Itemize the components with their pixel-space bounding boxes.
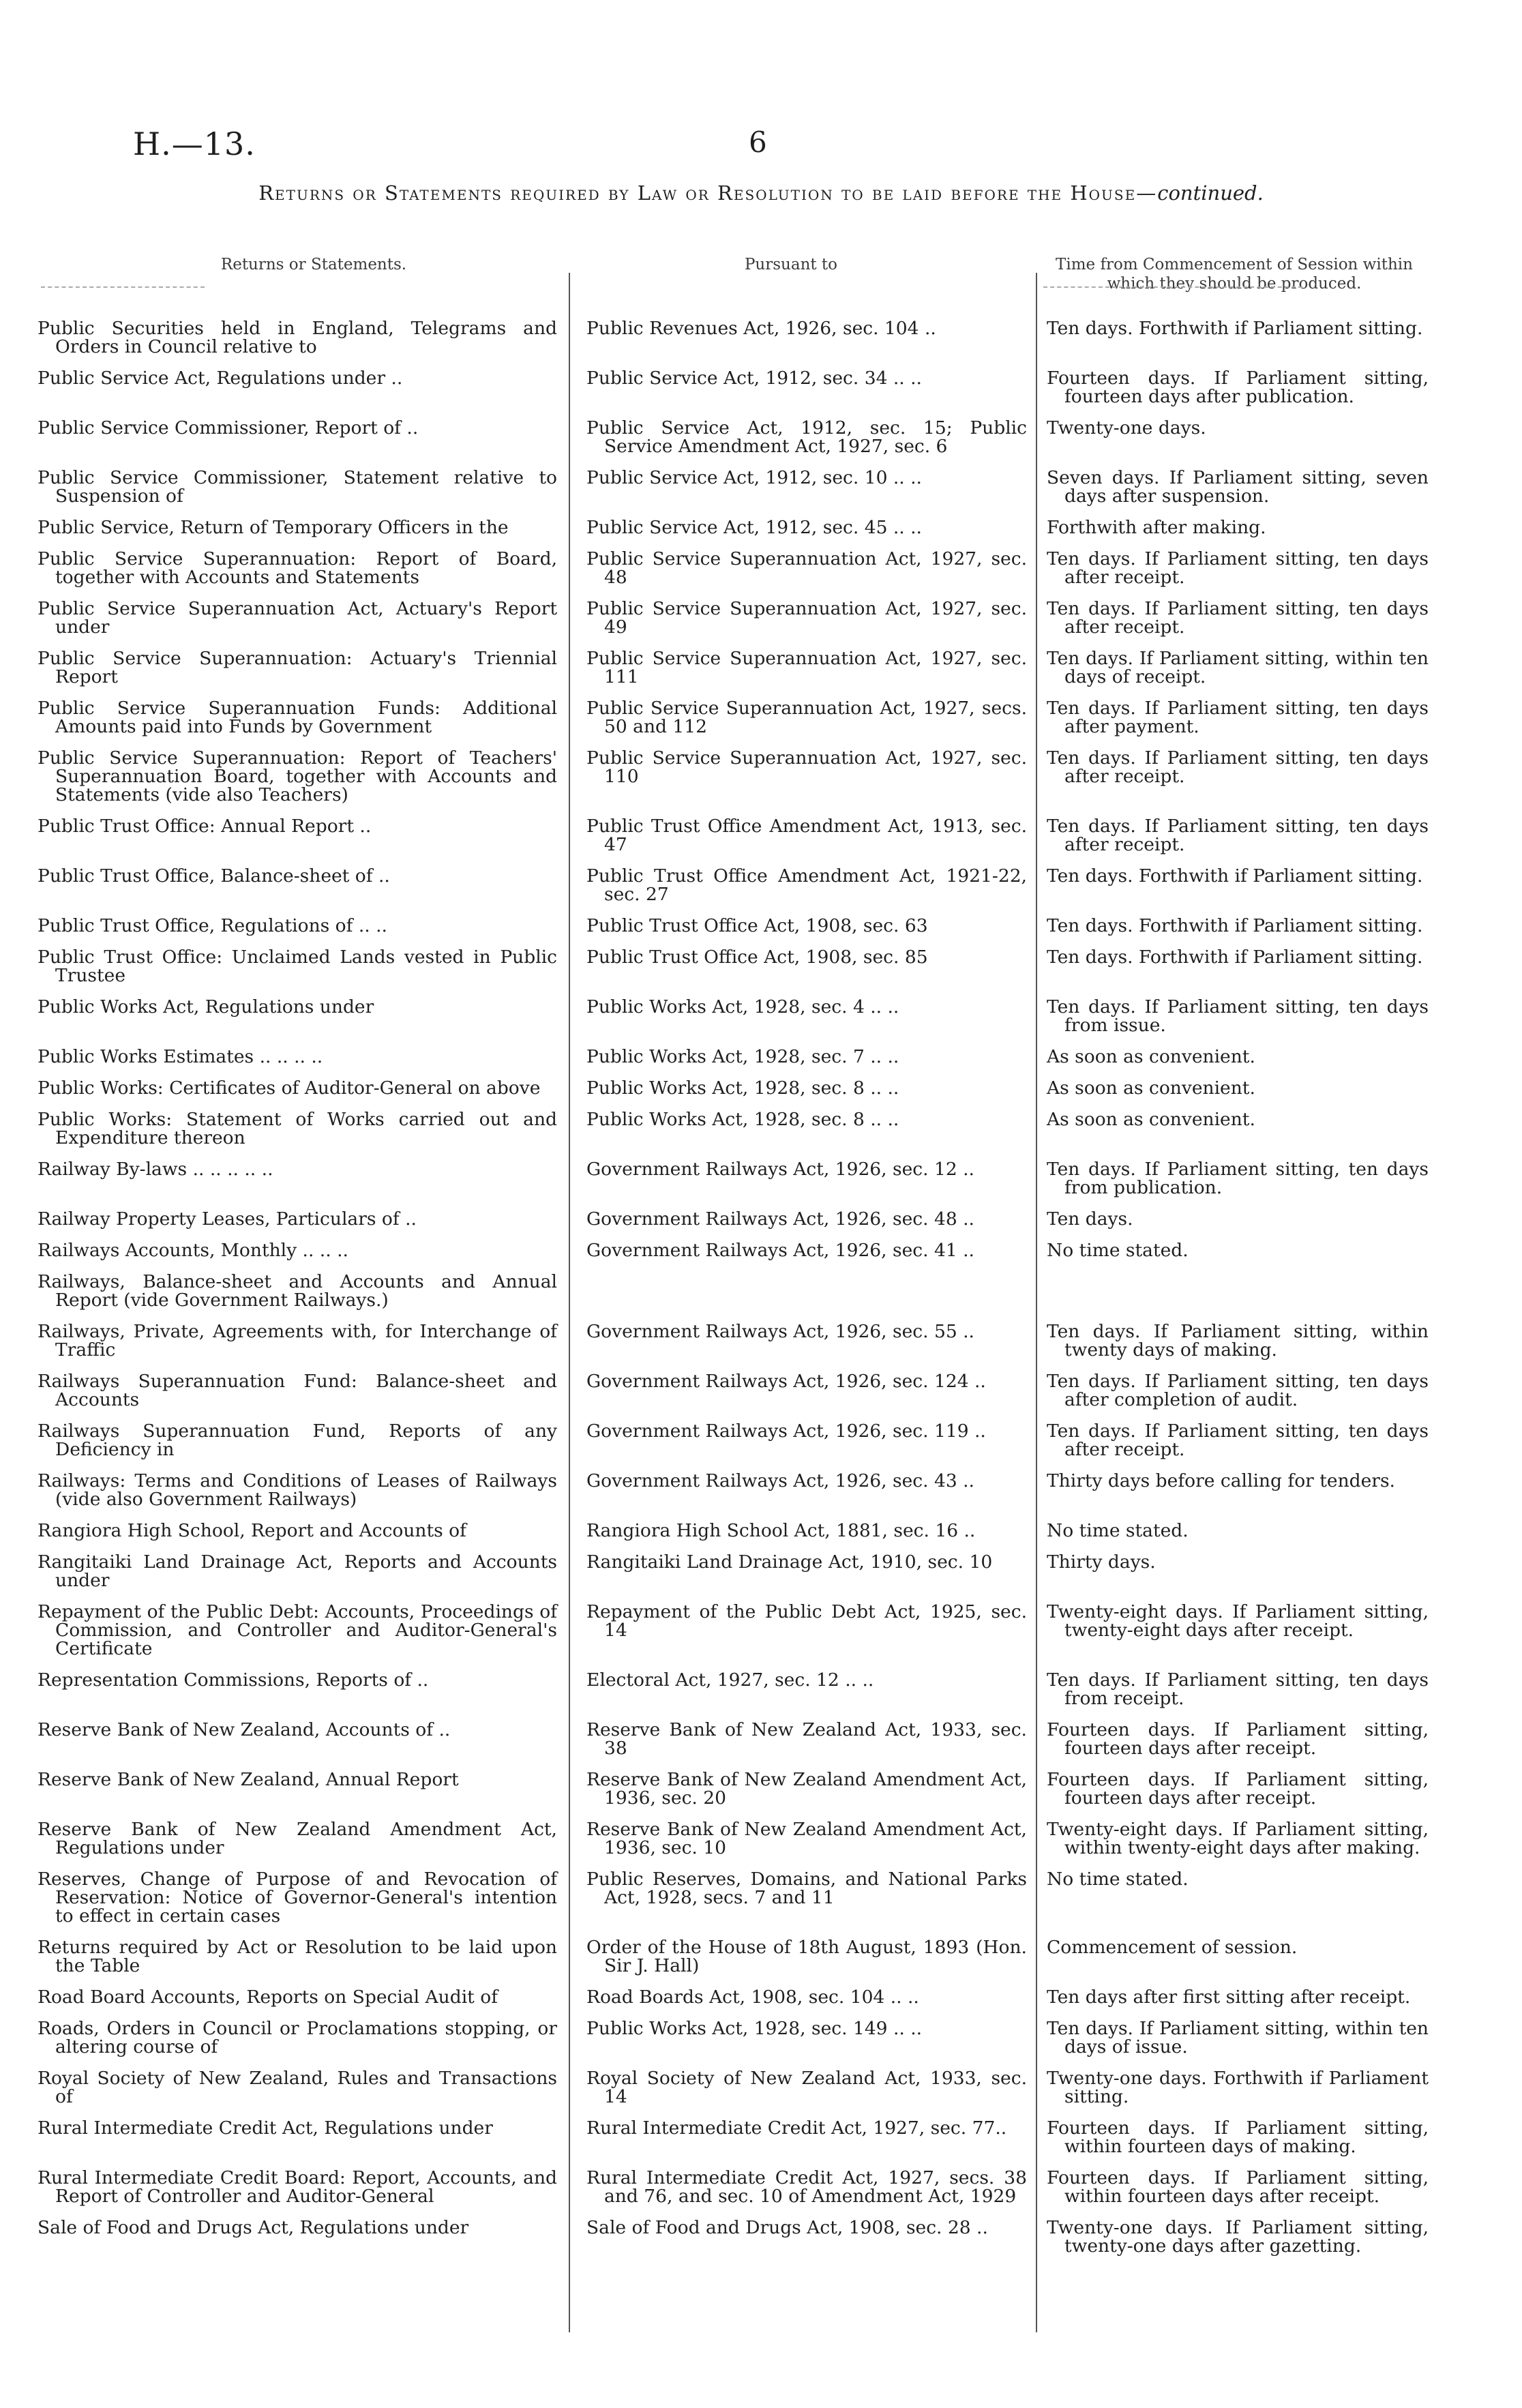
pursuant-cell: Public Service Superannuation Act, 1927, sec. 111 [586, 648, 1027, 687]
time-cell: Fourteen days. If Parliament sitting, fourteen days after receipt. [1047, 1719, 1429, 1759]
table-row [0, 699, 1522, 736]
statement-cell: Representation Commissions, Reports of .. [38, 1669, 429, 1691]
statement-cell: Public Securities held in England, Telegrams and Orders in Council relative to [38, 318, 557, 357]
pursuant-cell: Public Service Act, 1912, sec. 34 .. .. [586, 368, 922, 389]
statement-cell: Rangitaiki Land Drainage Act, Reports and Accounts under [38, 1551, 557, 1591]
time-cell: Seven days. If Parliament sitting, seven days after suspension. [1047, 467, 1429, 507]
statement-cell: Public Service Superannuation Funds: Additional Amounts paid into Funds by Government [38, 698, 557, 737]
time-cell: Thirty days before calling for tenders. [1047, 1470, 1395, 1491]
time-cell: Ten days. If Parliament sitting, within ten days of issue. [1047, 2018, 1429, 2057]
time-cell: Ten days. If Parliament sitting, ten days after completion of audit. [1047, 1371, 1429, 1410]
table-row [0, 419, 1522, 456]
time-cell: Fourteen days. If Parliament sitting, fourteen days after publication. [1047, 368, 1429, 407]
statement-cell: Public Works: Statement of Works carried out and Expenditure thereon [38, 1109, 557, 1148]
pursuant-cell: Electoral Act, 1927, sec. 12 .. .. [586, 1669, 874, 1691]
table-row [0, 1870, 1522, 1925]
time-cell: Ten days. If Parliament sitting, ten days after payment. [1047, 698, 1429, 737]
pursuant-cell: Public Trust Office Act, 1908, sec. 63 [586, 915, 928, 936]
statement-cell: Railways, Balance-sheet and Accounts and Annual Report (vide Government Railways.) [38, 1271, 557, 1311]
pursuant-cell: Government Railways Act, 1926, sec. 48 .. [586, 1208, 974, 1230]
statement-cell: Public Trust Office: Unclaimed Lands vested in Public Trustee [38, 947, 557, 986]
pursuant-cell: Government Railways Act, 1926, sec. 41 .. [586, 1240, 974, 1261]
pursuant-cell: Royal Society of New Zealand Act, 1933, sec. 14 [586, 2068, 1027, 2107]
table-row [0, 1422, 1522, 1459]
table-row [0, 2169, 1522, 2205]
table-row [0, 1372, 1522, 1409]
time-cell: Fourteen days. If Parliament sitting, within fourteen days after receipt. [1047, 2167, 1429, 2207]
time-cell: Twenty-eight days. If Parliament sitting, within twenty-eight days after making. [1047, 1819, 1429, 1858]
table-row [0, 1079, 1522, 1097]
page-number: 6 [749, 125, 767, 159]
pursuant-cell: Rural Intermediate Credit Act, 1927, secs. 38 and 76, and sec. 10 of Amendment Act, 1929 [586, 2167, 1027, 2207]
table-row [0, 1603, 1522, 1658]
pursuant-cell: Public Works Act, 1928, sec. 8 .. .. [586, 1109, 899, 1130]
time-cell: As soon as convenient. [1047, 1046, 1255, 1067]
pursuant-cell: Public Service Act, 1912, sec. 10 .. .. [586, 467, 922, 488]
table-row [0, 518, 1522, 537]
table-row [0, 817, 1522, 854]
statement-cell: Railway By-laws .. .. .. .. .. [38, 1159, 273, 1180]
time-cell: Fourteen days. If Parliament sitting, fourteen days after receipt. [1047, 1769, 1429, 1809]
statement-cell: Reserve Bank of New Zealand, Annual Report [38, 1769, 459, 1790]
pursuant-cell: Public Trust Office Amendment Act, 1921-22, sec. 27 [586, 865, 1027, 905]
table-row [0, 1988, 1522, 2006]
pursuant-cell: Reserve Bank of New Zealand Amendment Act, 1936, sec. 10 [586, 1819, 1027, 1858]
time-cell: No time stated. [1047, 1520, 1189, 1541]
pursuant-cell: Rangitaiki Land Drainage Act, 1910, sec. 10 [586, 1551, 993, 1573]
table-row [0, 1721, 1522, 1757]
statement-cell: Rangiora High School, Report and Accounts of [38, 1520, 466, 1541]
pursuant-cell: Public Works Act, 1928, sec. 4 .. .. [586, 996, 899, 1017]
statement-cell: Reserve Bank of New Zealand, Accounts of .. [38, 1719, 451, 1740]
statement-cell: Railways Superannuation Fund: Balance-sheet and Accounts [38, 1371, 557, 1410]
statement-cell: Public Service Commissioner, Report of .. [38, 417, 419, 439]
time-cell: Twenty-one days. Forthwith if Parliament sitting. [1047, 2068, 1429, 2107]
pursuant-cell: Public Service Superannuation Act, 1927, sec. 110 [586, 747, 1027, 787]
time-cell: Ten days. If Parliament sitting, ten days after receipt. [1047, 816, 1429, 855]
time-cell: Ten days after first sitting after receipt. [1047, 1987, 1411, 2008]
time-cell: Ten days. Forthwith if Parliament sitting. [1047, 318, 1423, 339]
statement-cell: Returns required by Act or Resolution to be laid upon the Table [38, 1937, 557, 1976]
table-row [0, 1241, 1522, 1260]
pursuant-cell: Government Railways Act, 1926, sec. 124 .. [586, 1371, 986, 1392]
statement-cell: Road Board Accounts, Reports on Special Audit of [38, 1987, 498, 2008]
pursuant-cell: Reserve Bank of New Zealand Amendment Act, 1936, sec. 20 [586, 1769, 1027, 1809]
statement-cell: Roads, Orders in Council or Proclamations stopping, or altering course of [38, 2018, 557, 2057]
table-row [0, 749, 1522, 804]
table-row [0, 1472, 1522, 1508]
time-cell: Ten days. Forthwith if Parliament sitting. [1047, 865, 1423, 887]
header-rule-left [41, 286, 205, 288]
table-row [0, 948, 1522, 985]
time-cell: Ten days. Forthwith if Parliament sitting. [1047, 947, 1423, 968]
statement-cell: Railways Superannuation Fund, Reports of any Deficiency in [38, 1421, 557, 1460]
time-cell: Ten days. Forthwith if Parliament sitting. [1047, 915, 1423, 936]
statement-cell: Public Service Superannuation: Actuary's Triennial Report [38, 648, 557, 687]
time-cell: Twenty-one days. [1047, 417, 1206, 439]
time-cell: Commencement of session. [1047, 1937, 1298, 1958]
pursuant-cell: Public Service Act, 1912, sec. 45 .. .. [586, 517, 922, 538]
time-cell: Ten days. If Parliament sitting, within twenty days of making. [1047, 1321, 1429, 1361]
time-cell: Ten days. If Parliament sitting, ten days after receipt. [1047, 1421, 1429, 1460]
time-cell: No time stated. [1047, 1869, 1189, 1890]
pursuant-cell: Public Works Act, 1928, sec. 149 .. .. [586, 2018, 923, 2039]
pursuant-cell: Rangiora High School Act, 1881, sec. 16 .. [586, 1520, 976, 1541]
title-text: Returns or Statements required by Law or Resolution to be laid before the House— [258, 181, 1158, 205]
table-row [0, 917, 1522, 935]
table-row [0, 2019, 1522, 2056]
pursuant-cell: Public Works Act, 1928, sec. 7 .. .. [586, 1046, 899, 1067]
statement-cell: Railways, Private, Agreements with, for Interchange of Traffic [38, 1321, 557, 1361]
time-cell: Fourteen days. If Parliament sitting, within fourteen days of making. [1047, 2117, 1429, 2157]
statement-cell: Sale of Food and Drugs Act, Regulations under [38, 2217, 469, 2238]
table-row [0, 1322, 1522, 1359]
statement-cell: Public Service Act, Regulations under .. [38, 368, 403, 389]
page-title [0, 181, 1522, 205]
time-cell: Forthwith after making. [1047, 517, 1266, 538]
time-cell: Ten days. If Parliament sitting, ten days after receipt. [1047, 747, 1429, 787]
table-row [0, 1160, 1522, 1197]
pursuant-cell: Sale of Food and Drugs Act, 1908, sec. 28 .. [586, 2217, 988, 2238]
table-row [0, 1521, 1522, 1540]
time-cell: Ten days. [1047, 1208, 1133, 1230]
table-row [0, 2119, 1522, 2156]
table-row [0, 1770, 1522, 1807]
time-cell: Ten days. If Parliament sitting, ten days from receipt. [1047, 1669, 1429, 1709]
pursuant-cell: Public Works Act, 1928, sec. 8 .. .. [586, 1077, 899, 1099]
statement-cell: Public Works Estimates .. .. .. .. [38, 1046, 323, 1067]
time-cell: Ten days. If Parliament sitting, ten days from publication. [1047, 1159, 1429, 1198]
pursuant-cell: Public Revenues Act, 1926, sec. 104 .. [586, 318, 936, 339]
table-row [0, 550, 1522, 586]
time-cell: Ten days. If Parliament sitting, ten days after receipt. [1047, 598, 1429, 638]
pursuant-cell: Reserve Bank of New Zealand Act, 1933, sec. 38 [586, 1719, 1027, 1759]
table-row [0, 1938, 1522, 1975]
statement-cell: Public Works: Certificates of Auditor-General on above [38, 1077, 541, 1099]
time-cell: No time stated. [1047, 1240, 1189, 1261]
statement-cell: Railways: Terms and Conditions of Leases of Railways (vide also Government Railways) [38, 1470, 557, 1510]
table-row [0, 599, 1522, 636]
statement-cell: Rural Intermediate Credit Board: Report, Accounts, and Report of Controller and Auditor-General [38, 2167, 557, 2207]
page-reference: H.—13. [133, 125, 256, 162]
table-row [0, 1273, 1522, 1309]
pursuant-cell: Public Trust Office Amendment Act, 1913, sec. 47 [586, 816, 1027, 855]
time-cell: Thirty days. [1047, 1551, 1156, 1573]
time-cell: As soon as convenient. [1047, 1109, 1255, 1130]
time-cell: As soon as convenient. [1047, 1077, 1255, 1099]
pursuant-cell: Public Trust Office Act, 1908, sec. 85 [586, 947, 928, 968]
statement-cell: Royal Society of New Zealand, Rules and Transactions of [38, 2068, 557, 2107]
statement-cell: Reserves, Change of Purpose of and Revocation of Reservation: Notice of Governor-General's intention to effect in certain cases [38, 1869, 557, 1927]
pursuant-cell: Public Service Superannuation Act, 1927, sec. 49 [586, 598, 1027, 638]
header-rule-right [1043, 286, 1302, 288]
table-row [0, 867, 1522, 904]
pursuant-cell: Public Service Superannuation Act, 1927, secs. 50 and 112 [586, 698, 1027, 737]
returns-table [0, 319, 1522, 2268]
table-row [0, 1671, 1522, 1708]
statement-cell: Public Service Commissioner, Statement relative to Suspension of [38, 467, 557, 507]
pursuant-cell: Order of the House of 18th August, 1893 (Hon. Sir J. Hall) [586, 1937, 1027, 1976]
table-row [0, 1047, 1522, 1066]
pursuant-cell: Government Railways Act, 1926, sec. 12 .. [586, 1159, 974, 1180]
pursuant-cell: Repayment of the Public Debt Act, 1925, sec. 14 [586, 1601, 1027, 1641]
time-cell: Twenty-one days. If Parliament sitting, twenty-one days after gazetting. [1047, 2217, 1429, 2257]
column-header-time: Time from Commencement of Session within which they should be produced. [1056, 256, 1413, 293]
time-cell: Twenty-eight days. If Parliament sitting, twenty-eight days after receipt. [1047, 1601, 1429, 1641]
time-cell: Ten days. If Parliament sitting, ten days after receipt. [1047, 548, 1429, 588]
statement-cell: Public Trust Office, Regulations of .. .. [38, 915, 387, 936]
pursuant-cell: Rural Intermediate Credit Act, 1927, sec. 77.. [586, 2117, 1007, 2139]
table-row [0, 1820, 1522, 1857]
statement-cell: Railway Property Leases, Particulars of .. [38, 1208, 417, 1230]
statement-cell: Public Trust Office: Annual Report .. [38, 816, 372, 837]
time-cell: Ten days. If Parliament sitting, within ten days of receipt. [1047, 648, 1429, 687]
column-header-pursuant: Pursuant to [744, 256, 838, 273]
table-row [0, 369, 1522, 406]
title-suffix: continued. [1157, 181, 1264, 205]
statement-cell: Public Trust Office, Balance-sheet of .. [38, 865, 390, 887]
statement-cell: Public Service, Return of Temporary Officers in the [38, 517, 509, 538]
statement-cell: Public Service Superannuation Act, Actuary's Report under [38, 598, 557, 638]
pursuant-cell: Government Railways Act, 1926, sec. 119 .. [586, 1421, 986, 1442]
pursuant-cell: Road Boards Act, 1908, sec. 104 .. .. [586, 1987, 919, 2008]
table-row [0, 1210, 1522, 1228]
column-header-statements: Returns or Statements. [220, 256, 407, 273]
table-row [0, 2069, 1522, 2106]
statement-cell: Public Works Act, Regulations under [38, 996, 374, 1017]
table-row [0, 1110, 1522, 1147]
pursuant-cell: Public Reserves, Domains, and National Parks Act, 1928, secs. 7 and 11 [586, 1869, 1027, 1908]
statement-cell: Public Service Superannuation: Report of Board, together with Accounts and Statements [38, 548, 557, 588]
pursuant-cell: Government Railways Act, 1926, sec. 43 .. [586, 1470, 974, 1491]
pursuant-cell: Public Service Act, 1912, sec. 15; Public Service Amendment Act, 1927, sec. 6 [586, 417, 1027, 457]
time-cell: Ten days. If Parliament sitting, ten days from issue. [1047, 996, 1429, 1036]
pursuant-cell: Government Railways Act, 1926, sec. 55 .. [586, 1321, 974, 1342]
table-row [0, 649, 1522, 686]
table-row [0, 998, 1522, 1035]
statement-cell: Repayment of the Public Debt: Accounts, Proceedings of Commission, and Controller and Auditor-General's Certificate [38, 1601, 557, 1659]
table-row [0, 469, 1522, 505]
statement-cell: Reserve Bank of New Zealand Amendment Act, Regulations under [38, 1819, 557, 1858]
table-row [0, 319, 1522, 356]
statement-cell: Rural Intermediate Credit Act, Regulations under [38, 2117, 493, 2139]
table-row [0, 2218, 1522, 2255]
table-row [0, 1553, 1522, 1590]
pursuant-cell: Public Service Superannuation Act, 1927, sec. 48 [586, 548, 1027, 588]
statement-cell: Railways Accounts, Monthly .. .. .. [38, 1240, 348, 1261]
statement-cell: Public Service Superannuation: Report of Teachers' Superannuation Board, together with Accounts and Statements (vide also Teachers) [38, 747, 557, 805]
